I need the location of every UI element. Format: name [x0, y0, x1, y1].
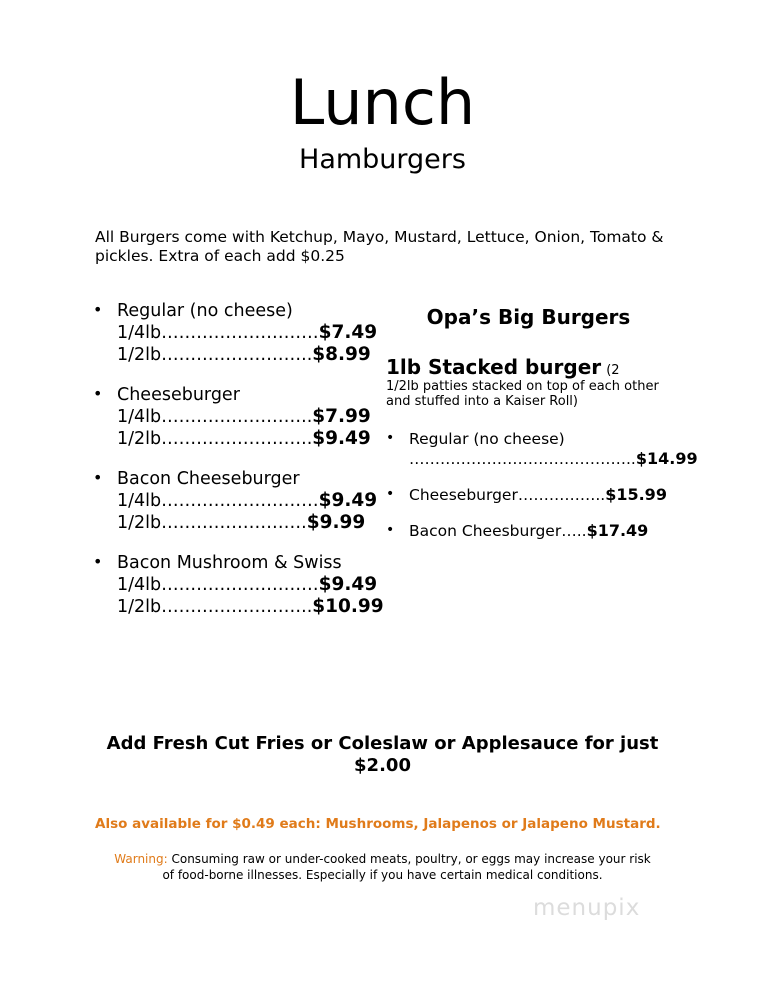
warning-label: Warning: [114, 852, 168, 866]
leader-dots: …………………….. [161, 429, 313, 449]
big-burger-item-bacon-cheeseburger [386, 521, 676, 541]
price-row [93, 574, 383, 596]
size-label: 1/4lb [117, 491, 162, 511]
sides-offer [0, 733, 765, 777]
price-row [93, 596, 383, 618]
hamburger-list [93, 300, 383, 636]
warning-line-1: Consuming raw or under-cooked meats, poultry, or eggs may increase your risk [171, 852, 651, 866]
bullet-icon: • [93, 384, 103, 403]
page-title: Lunch [289, 66, 476, 139]
burger-name: Bacon Cheeseburger [117, 469, 300, 489]
price: $8.99 [312, 344, 371, 365]
extras-note: Also available for $0.49 each: Mushrooms, Jalapenos or Jalapeno Mustard. [95, 816, 661, 832]
price: $9.99 [306, 512, 366, 533]
leader-dots: ……………………. [161, 513, 307, 533]
burger-name: Regular (no cheese) [117, 301, 293, 321]
sides-offer-text: Add Fresh Cut Fries or Coleslaw or Applesauce for just [106, 733, 659, 754]
burger-name: Bacon Mushroom & Swiss [117, 553, 342, 573]
bullet-icon: • [386, 430, 395, 446]
bullet-icon: • [93, 552, 103, 571]
size-label: 1/2lb [117, 429, 162, 449]
price: $9.49 [318, 490, 378, 511]
big-burger-name: Cheeseburger [409, 486, 518, 504]
health-warning [0, 851, 765, 883]
leader-dots: …………………….. [161, 407, 313, 427]
leader-dots: ….. [561, 522, 587, 540]
price: $14.99 [635, 449, 698, 468]
warning-line-2: of food-borne illnesses. Especially if you have certain medical conditions. [162, 868, 603, 882]
size-label: 1/4lb [117, 323, 162, 343]
menupix-watermark: menupix [533, 895, 641, 921]
burger-item-cheeseburger [93, 384, 383, 450]
leader-dots: ……………………… [161, 491, 319, 511]
sides-offer-price: $2.00 [354, 755, 411, 776]
stacked-burger-heading [386, 355, 676, 379]
price: $10.99 [312, 596, 384, 617]
price-row [93, 322, 383, 344]
price: $15.99 [605, 485, 667, 504]
price-row [93, 428, 383, 450]
price-row [93, 490, 383, 512]
size-label: 1/4lb [117, 407, 162, 427]
price-row [93, 406, 383, 428]
bullet-icon: • [386, 486, 395, 502]
big-burger-name: Regular (no cheese) [409, 430, 565, 448]
bullet-icon: • [93, 300, 103, 319]
big-burgers-section [386, 305, 698, 557]
stacked-burger-description: 1/2lb patties stacked on top of each other and stuffed into a Kaiser Roll) [386, 379, 659, 409]
price: $17.49 [586, 521, 649, 540]
intro-text: All Burgers come with Ketchup, Mayo, Mustard, Lettuce, Onion, Tomato & pickles. Extra of each add $0.25 [95, 228, 664, 265]
big-burger-list [386, 429, 698, 541]
big-burger-name: Bacon Cheesburger [409, 522, 562, 540]
price: $9.49 [318, 574, 378, 595]
burger-item-regular [93, 300, 383, 366]
burger-item-bacon-mushroom-swiss [93, 552, 383, 618]
big-burger-item-regular [386, 429, 698, 469]
burger-name: Cheeseburger [117, 385, 240, 405]
big-burgers-title: Opa’s Big Burgers [426, 305, 631, 329]
stacked-burger-title: 1lb Stacked burger [386, 355, 602, 379]
burger-item-bacon-cheeseburger [93, 468, 383, 534]
big-burger-item-cheeseburger [386, 485, 676, 505]
price: $9.49 [312, 428, 371, 449]
size-label: 1/4lb [117, 575, 162, 595]
leader-dots: …………….. [517, 486, 606, 504]
leader-dots: …………………….. [161, 345, 313, 365]
page-subtitle: Hamburgers [299, 144, 466, 175]
price: $7.99 [312, 406, 371, 427]
price: $7.49 [318, 322, 378, 343]
bullet-icon: • [386, 522, 395, 538]
price-row [93, 512, 383, 534]
size-label: 1/2lb [117, 513, 162, 533]
stacked-burger-note: (2 [606, 363, 620, 378]
leader-dots: ……………………… [161, 575, 319, 595]
leader-dots: …………………………………….. [409, 450, 636, 468]
leader-dots: ……………………… [161, 323, 319, 343]
size-label: 1/2lb [117, 597, 162, 617]
size-label: 1/2lb [117, 345, 162, 365]
bullet-icon: • [93, 468, 103, 487]
price-row [93, 344, 383, 366]
price-row [409, 449, 698, 469]
leader-dots: …………………….. [161, 597, 313, 617]
